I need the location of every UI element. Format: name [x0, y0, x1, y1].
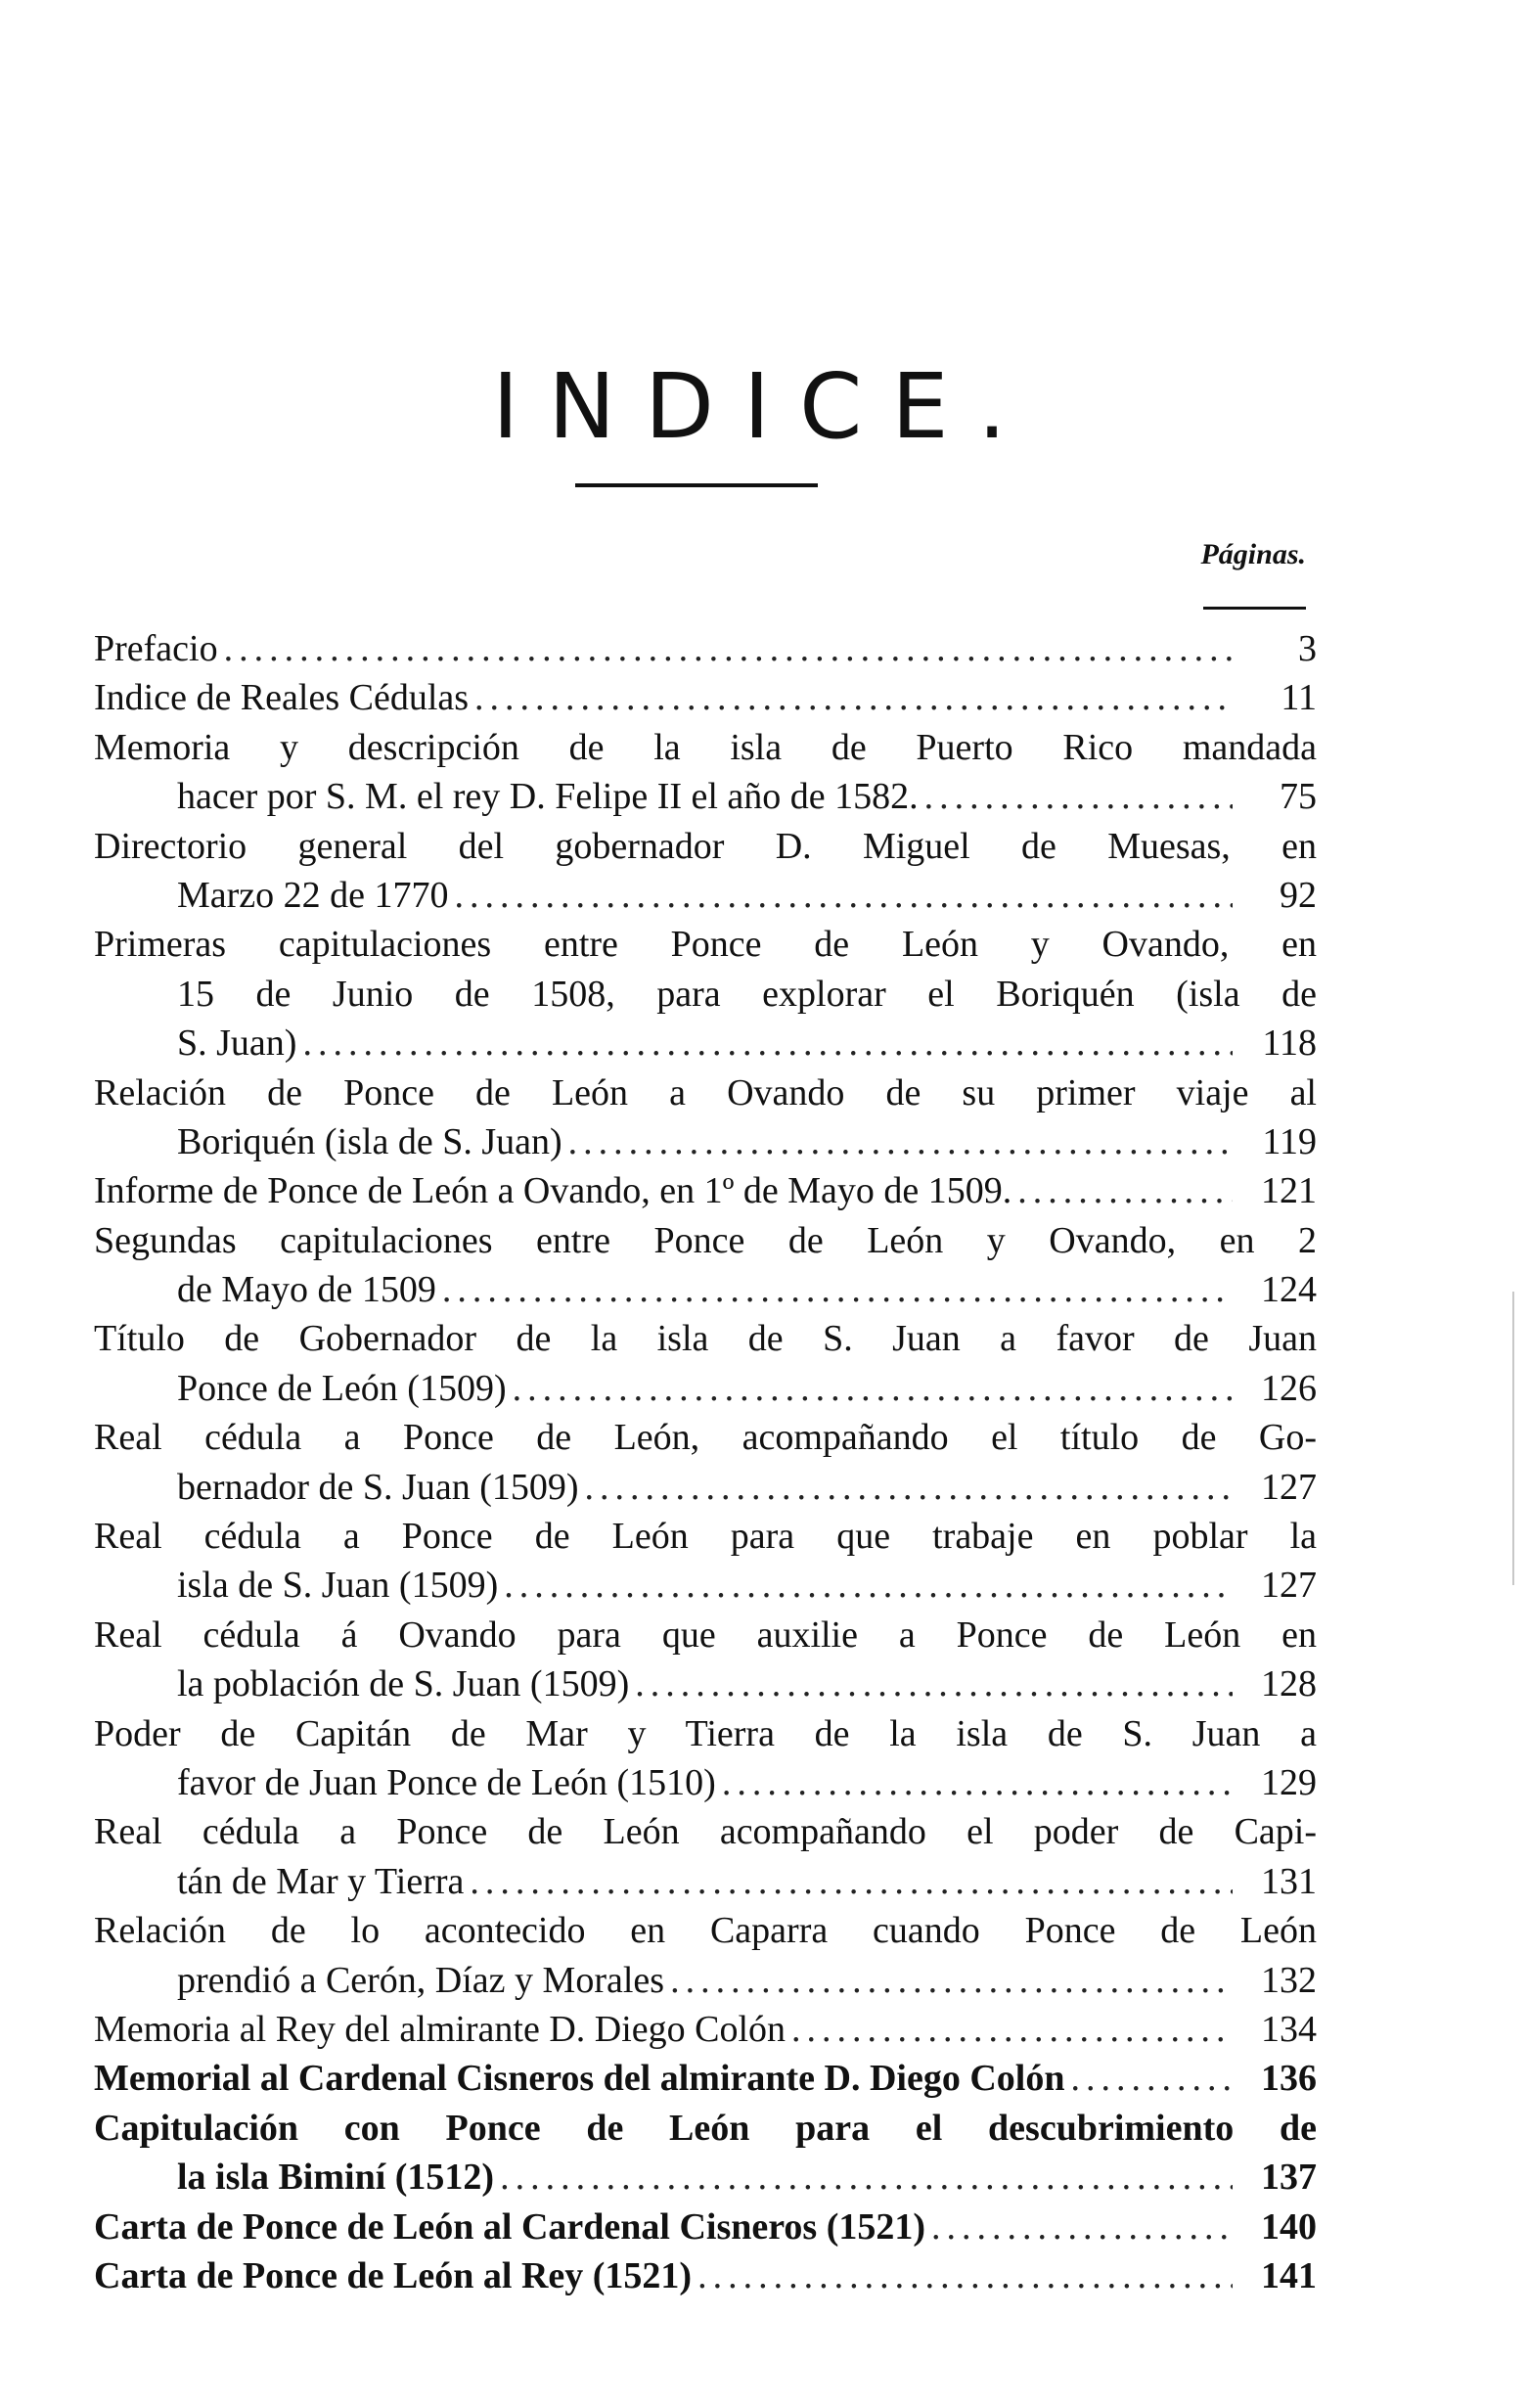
- toc-line: [94, 2005, 1317, 2054]
- toc-entry-text: Carta de Ponce de León al Rey (1521): [94, 2254, 693, 2296]
- toc-entry: [94, 2054, 1317, 2103]
- dot-leader: [635, 1659, 1233, 1708]
- toc-entry-text: Segundas capitulaciones entre Ponce de León y Ovando, en 2: [94, 1219, 1317, 1261]
- toc-line: [94, 2054, 1317, 2103]
- toc-line: [94, 1019, 1317, 1068]
- toc-line: [94, 1758, 1317, 1807]
- dot-leader: [302, 1019, 1233, 1068]
- toc-line: [94, 822, 1317, 871]
- toc-page-number: 11: [1281, 677, 1317, 719]
- dot-leader: [924, 772, 1233, 821]
- toc-page-number: 136: [1261, 2058, 1317, 2100]
- toc-line: [94, 970, 1317, 1019]
- toc-line: [94, 1512, 1317, 1561]
- dot-leader: [722, 1758, 1233, 1807]
- toc-entry-text: de Mayo de 1509: [177, 1269, 436, 1311]
- toc-entry-text: Boriquén (isla de S. Juan): [177, 1120, 562, 1162]
- dot-leader: [455, 871, 1233, 920]
- toc-entry-text: Indice de Reales Cédulas: [94, 677, 470, 719]
- dot-leader: [568, 1117, 1233, 1166]
- toc-page-number: 119: [1262, 1120, 1317, 1162]
- toc-page-number: 3: [1298, 628, 1317, 669]
- toc-entry-text: la población de S. Juan (1509): [177, 1663, 630, 1705]
- page-edge-line: [1512, 1292, 1514, 1585]
- toc-entry: [94, 2251, 1317, 2300]
- dot-leader: [474, 673, 1233, 722]
- dot-leader: [585, 1463, 1233, 1512]
- pages-label-rule: [1203, 607, 1306, 610]
- toc-entry-text: Memorial al Cardenal Cisneros del almirante D. Diego Colón: [94, 2058, 1065, 2100]
- page-title: INDICE.: [492, 354, 1036, 459]
- toc-entry-text: prendió a Cerón, Díaz y Morales: [177, 1959, 665, 2001]
- toc-entry-text: Real cédula a Ponce de León acompañando el poder de Capi-: [94, 1811, 1317, 1853]
- toc-entry-text: tán de Mar y Tierra: [177, 1860, 465, 1902]
- toc-entry-text: Poder de Capitán de Mar y Tierra de la isla de S. Juan a: [94, 1712, 1317, 1754]
- toc-entry: [94, 723, 1317, 822]
- toc-line: [94, 2251, 1317, 2300]
- toc-entry: [94, 624, 1317, 673]
- pages-column-label: Páginas.: [1200, 538, 1306, 570]
- toc-line: [94, 2104, 1317, 2153]
- toc-line: [94, 1314, 1317, 1363]
- toc-entry-text: Informe de Ponce de León a Ovando, en 1º de Mayo de 1509.: [94, 1170, 1012, 1212]
- toc-line: [94, 1166, 1317, 1215]
- toc-page-number: 75: [1280, 776, 1317, 818]
- toc-entry: [94, 1413, 1317, 1512]
- dot-leader: [513, 1364, 1233, 1413]
- toc-entry-text: Real cédula á Ovando para que auxilie a Ponce de León en: [94, 1613, 1317, 1656]
- dot-leader: [1070, 2054, 1233, 2103]
- toc-entry-text: la isla Biminí (1512): [177, 2157, 495, 2199]
- toc-entry: [94, 1166, 1317, 1215]
- dot-leader: [470, 1857, 1233, 1906]
- dot-leader: [791, 2005, 1233, 2054]
- toc-entry-text: Capitulación con Ponce de León para el descubrimiento de: [94, 2107, 1317, 2149]
- toc-page-number: 127: [1261, 1565, 1317, 1607]
- toc-line: [94, 1068, 1317, 1117]
- toc-line: [94, 1216, 1317, 1265]
- dot-leader: [504, 1561, 1233, 1610]
- toc-line: [94, 2203, 1317, 2251]
- toc-entry-text: Real cédula a Ponce de León, acompañando el título de Go-: [94, 1417, 1317, 1459]
- toc-entry: [94, 1216, 1317, 1315]
- toc-entry: [94, 1611, 1317, 1709]
- toc-entry: [94, 920, 1317, 1068]
- toc-line: [94, 1956, 1317, 2005]
- title-rule: [575, 483, 818, 487]
- toc-entry-text: Título de Gobernador de la isla de S. Juan a favor de Juan: [94, 1318, 1317, 1360]
- toc-page-number: 140: [1261, 2205, 1317, 2248]
- toc-entry-text: Directorio general del gobernador D. Miguel de Muesas, en: [94, 825, 1317, 867]
- toc-line: [94, 624, 1317, 673]
- toc-entry-text: bernador de S. Juan (1509): [177, 1466, 579, 1508]
- toc-entry: [94, 1314, 1317, 1413]
- toc-line: [94, 1117, 1317, 1166]
- toc-page-number: 92: [1280, 874, 1317, 916]
- toc-page-number: 141: [1261, 2254, 1317, 2296]
- toc-entry-text: isla de S. Juan (1509): [177, 1565, 499, 1607]
- toc-line: [94, 1364, 1317, 1413]
- toc-page-number: 118: [1262, 1022, 1317, 1065]
- toc-entry-text: hacer por S. M. el rey D. Felipe II el año de 1582.: [177, 776, 919, 818]
- dot-leader: [500, 2153, 1233, 2202]
- toc-line: [94, 723, 1317, 772]
- toc-entry: [94, 822, 1317, 921]
- dot-leader: [931, 2203, 1233, 2251]
- toc-line: [94, 1807, 1317, 1856]
- toc-page-number: 121: [1261, 1170, 1317, 1212]
- toc-entry: [94, 2104, 1317, 2203]
- toc-entry-text: Real cédula a Ponce de León para que trabaje en poblar la: [94, 1516, 1317, 1558]
- toc-entry: [94, 1068, 1317, 1167]
- toc-page-number: 129: [1261, 1761, 1317, 1803]
- toc-line: [94, 2153, 1317, 2202]
- toc-page-number: 131: [1261, 1860, 1317, 1902]
- toc-page-number: 134: [1261, 2008, 1317, 2050]
- toc-page-number: 128: [1261, 1663, 1317, 1705]
- toc-entry-text: Memoria y descripción de la isla de Puerto Rico mandada: [94, 726, 1317, 768]
- toc-line: [94, 1906, 1317, 1955]
- toc-line: [94, 1561, 1317, 1610]
- toc-entry-text: Prefacio: [94, 628, 218, 669]
- toc-entry: [94, 1709, 1317, 1808]
- toc-line: [94, 920, 1317, 969]
- toc-line: [94, 871, 1317, 920]
- toc-entry: [94, 1906, 1317, 2005]
- toc-entry: [94, 1512, 1317, 1611]
- dot-leader: [670, 1956, 1233, 2005]
- toc-entry-text: S. Juan): [177, 1022, 297, 1065]
- toc-entry: [94, 2005, 1317, 2054]
- dot-leader: [442, 1265, 1233, 1314]
- toc-page-number: 132: [1261, 1959, 1317, 2001]
- toc-page-number: 126: [1261, 1367, 1317, 1409]
- toc-entry-text: Ponce de León (1509): [177, 1367, 507, 1409]
- toc-entry: [94, 673, 1317, 722]
- toc-line: [94, 1413, 1317, 1462]
- toc-entry-text: Relación de Ponce de León a Ovando de su primer viaje al: [94, 1071, 1317, 1113]
- toc-line: [94, 1659, 1317, 1708]
- toc-line: [94, 1709, 1317, 1758]
- dot-leader: [1017, 1166, 1233, 1215]
- toc-entry-text: favor de Juan Ponce de León (1510): [177, 1761, 716, 1803]
- toc-page-number: 127: [1261, 1466, 1317, 1508]
- toc-entry: [94, 1807, 1317, 1906]
- toc-entry-text: Relación de lo acontecido en Caparra cuando Ponce de León: [94, 1910, 1317, 1952]
- dot-leader: [224, 624, 1233, 673]
- toc-entry-text: Marzo 22 de 1770: [177, 874, 449, 916]
- toc-line: [94, 1463, 1317, 1512]
- toc-entry: [94, 2203, 1317, 2251]
- toc-entry-text: Carta de Ponce de León al Cardenal Cisneros (1521): [94, 2205, 926, 2248]
- toc-line: [94, 1611, 1317, 1659]
- toc-page-number: 124: [1261, 1269, 1317, 1311]
- toc-line: [94, 772, 1317, 821]
- toc-entry-text: Memoria al Rey del almirante D. Diego Colón: [94, 2008, 786, 2050]
- toc-entry-text: 15 de Junio de 1508, para explorar el Boriquén (isla de: [177, 973, 1317, 1015]
- toc-line: [94, 1857, 1317, 1906]
- toc-entry-text: Primeras capitulaciones entre Ponce de León y Ovando, en: [94, 924, 1317, 966]
- dot-leader: [697, 2251, 1233, 2300]
- toc-line: [94, 1265, 1317, 1314]
- toc-line: [94, 673, 1317, 722]
- toc-page-number: 137: [1261, 2157, 1317, 2199]
- table-of-contents: [94, 624, 1317, 2300]
